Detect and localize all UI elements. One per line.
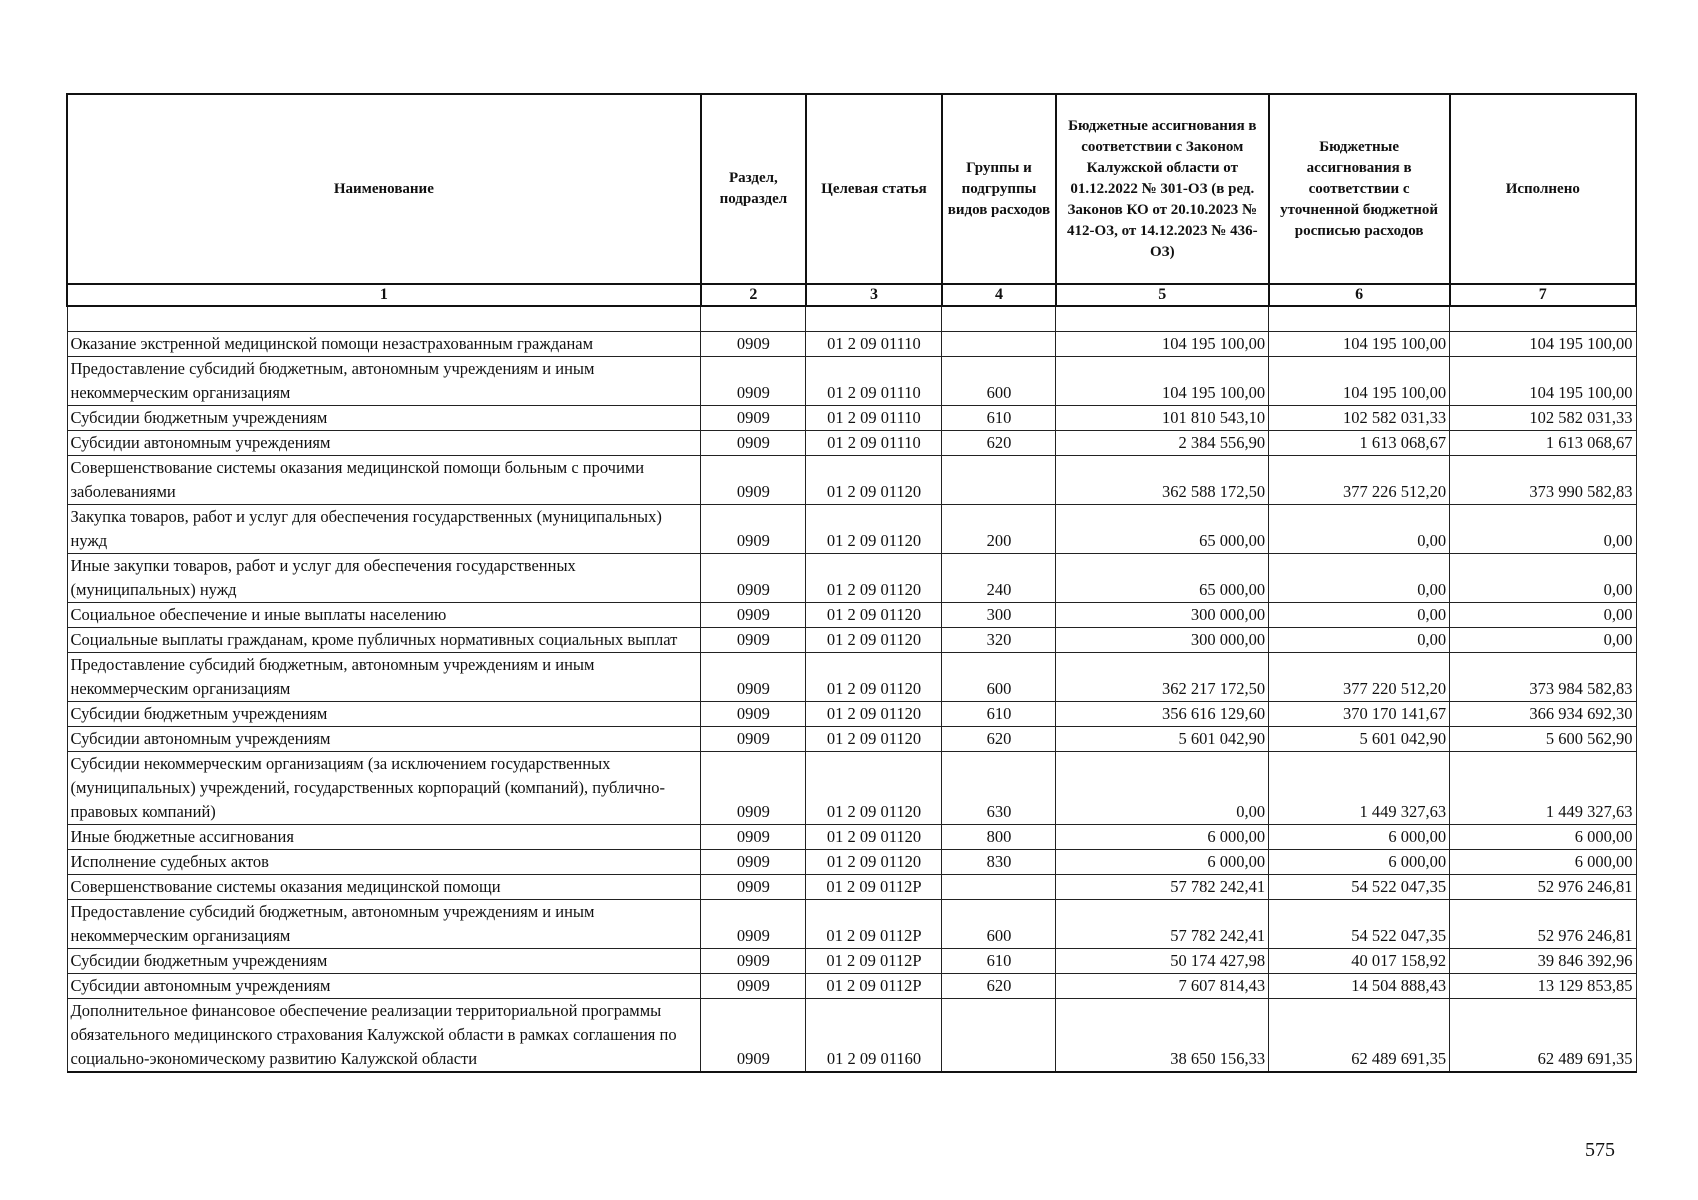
column-number: 4 xyxy=(942,284,1056,306)
header-name: Наименование xyxy=(67,94,701,284)
spacer-row xyxy=(67,306,1636,332)
cell-executed: 5 600 562,90 xyxy=(1450,727,1636,752)
cell-target-article: 01 2 09 01120 xyxy=(806,554,942,603)
table-row xyxy=(67,653,1636,702)
table-row xyxy=(67,628,1636,653)
cell-budget-revised: 1 613 068,67 xyxy=(1269,431,1450,456)
cell-budget-revised: 6 000,00 xyxy=(1269,825,1450,850)
table-row xyxy=(67,702,1636,727)
table-body xyxy=(67,306,1636,1072)
cell-executed: 366 934 692,30 xyxy=(1450,702,1636,727)
cell-section: 0909 xyxy=(701,628,806,653)
cell-budget-law: 7 607 814,43 xyxy=(1056,974,1269,999)
cell-section: 0909 xyxy=(701,949,806,974)
cell-executed: 0,00 xyxy=(1450,603,1636,628)
cell-budget-law: 104 195 100,00 xyxy=(1056,332,1269,357)
cell-expense-group xyxy=(942,332,1056,357)
header-row xyxy=(67,94,1636,284)
cell-section: 0909 xyxy=(701,752,806,825)
cell-budget-revised: 1 449 327,63 xyxy=(1269,752,1450,825)
cell-expense-group: 240 xyxy=(942,554,1056,603)
cell-target-article: 01 2 09 01120 xyxy=(806,603,942,628)
cell-expense-group: 610 xyxy=(942,702,1056,727)
cell-target-article: 01 2 09 01110 xyxy=(806,332,942,357)
cell-budget-law: 57 782 242,41 xyxy=(1056,900,1269,949)
header-budget-law: Бюджетные ассигнования в соответствии с Законом Калужской области от 01.12.2022 № 301-ОЗ (в ред. Законов КО от 20.10.2023 № 412-ОЗ, от 14.12.2023 № 436-ОЗ) xyxy=(1056,94,1269,284)
header-target-article: Целевая статья xyxy=(806,94,942,284)
cell-expense-group: 600 xyxy=(942,357,1056,406)
cell-name: Социальное обеспечение и иные выплаты населению xyxy=(67,603,701,628)
cell-section: 0909 xyxy=(701,406,806,431)
cell-budget-revised: 54 522 047,35 xyxy=(1269,875,1450,900)
cell-name: Исполнение судебных актов xyxy=(67,850,701,875)
cell-target-article: 01 2 09 01160 xyxy=(806,999,942,1073)
page-number: 575 xyxy=(1585,1139,1615,1161)
cell-budget-revised: 377 220 512,20 xyxy=(1269,653,1450,702)
cell-expense-group: 610 xyxy=(942,406,1056,431)
cell-target-article: 01 2 09 01120 xyxy=(806,727,942,752)
table-row xyxy=(67,603,1636,628)
cell-target-article: 01 2 09 01120 xyxy=(806,628,942,653)
table-row xyxy=(67,505,1636,554)
cell-section: 0909 xyxy=(701,357,806,406)
table-row xyxy=(67,431,1636,456)
cell-name: Дополнительное финансовое обеспечение реализации территориальной программы обязательного медицинского страхования Калужской области в рамках соглашения по социально-экономическому развитию Калужской области xyxy=(67,999,701,1073)
cell-expense-group: 630 xyxy=(942,752,1056,825)
cell-executed: 6 000,00 xyxy=(1450,825,1636,850)
cell-expense-group: 620 xyxy=(942,727,1056,752)
cell-section: 0909 xyxy=(701,999,806,1073)
cell-budget-revised: 40 017 158,92 xyxy=(1269,949,1450,974)
column-number: 7 xyxy=(1450,284,1636,306)
cell-expense-group: 620 xyxy=(942,431,1056,456)
cell-target-article: 01 2 09 01110 xyxy=(806,357,942,406)
cell-name: Оказание экстренной медицинской помощи незастрахованным гражданам xyxy=(67,332,701,357)
cell-section: 0909 xyxy=(701,431,806,456)
cell-name: Субсидии бюджетным учреждениям xyxy=(67,949,701,974)
cell-executed: 102 582 031,33 xyxy=(1450,406,1636,431)
cell-section: 0909 xyxy=(701,505,806,554)
cell-name: Социальные выплаты гражданам, кроме публичных нормативных социальных выплат xyxy=(67,628,701,653)
cell-executed: 13 129 853,85 xyxy=(1450,974,1636,999)
cell-executed: 373 984 582,83 xyxy=(1450,653,1636,702)
column-number: 3 xyxy=(806,284,942,306)
column-number-row xyxy=(67,284,1636,306)
cell-budget-law: 2 384 556,90 xyxy=(1056,431,1269,456)
cell-target-article: 01 2 09 0112P xyxy=(806,875,942,900)
cell-executed: 0,00 xyxy=(1450,554,1636,603)
header-expense-groups: Группы и подгруппы видов расходов xyxy=(942,94,1056,284)
table-row xyxy=(67,999,1636,1073)
cell-budget-law: 5 601 042,90 xyxy=(1056,727,1269,752)
cell-name: Совершенствование системы оказания медицинской помощи больным с прочими заболеваниями xyxy=(67,456,701,505)
column-number: 2 xyxy=(701,284,806,306)
cell-budget-revised: 370 170 141,67 xyxy=(1269,702,1450,727)
cell-expense-group: 600 xyxy=(942,653,1056,702)
cell-target-article: 01 2 09 01120 xyxy=(806,825,942,850)
cell-section: 0909 xyxy=(701,875,806,900)
cell-name: Закупка товаров, работ и услуг для обеспечения государственных (муниципальных) нужд xyxy=(67,505,701,554)
cell-budget-law: 356 616 129,60 xyxy=(1056,702,1269,727)
cell-target-article: 01 2 09 01120 xyxy=(806,505,942,554)
table-row xyxy=(67,875,1636,900)
cell-name: Субсидии бюджетным учреждениям xyxy=(67,702,701,727)
cell-section: 0909 xyxy=(701,702,806,727)
cell-expense-group xyxy=(942,875,1056,900)
cell-executed: 1 613 068,67 xyxy=(1450,431,1636,456)
cell-target-article: 01 2 09 01120 xyxy=(806,702,942,727)
cell-budget-revised: 0,00 xyxy=(1269,505,1450,554)
cell-name: Субсидии автономным учреждениям xyxy=(67,431,701,456)
cell-expense-group: 200 xyxy=(942,505,1056,554)
cell-target-article: 01 2 09 01120 xyxy=(806,850,942,875)
cell-name: Субсидии автономным учреждениям xyxy=(67,974,701,999)
column-number: 5 xyxy=(1056,284,1269,306)
budget-table xyxy=(66,93,1637,1073)
column-number: 1 xyxy=(67,284,701,306)
table-row xyxy=(67,900,1636,949)
table-row xyxy=(67,332,1636,357)
cell-budget-law: 362 217 172,50 xyxy=(1056,653,1269,702)
cell-expense-group xyxy=(942,999,1056,1073)
cell-target-article: 01 2 09 01120 xyxy=(806,653,942,702)
table-row xyxy=(67,357,1636,406)
cell-section: 0909 xyxy=(701,554,806,603)
cell-expense-group: 610 xyxy=(942,949,1056,974)
cell-budget-law: 38 650 156,33 xyxy=(1056,999,1269,1073)
cell-executed: 0,00 xyxy=(1450,628,1636,653)
cell-budget-law: 57 782 242,41 xyxy=(1056,875,1269,900)
cell-executed: 104 195 100,00 xyxy=(1450,357,1636,406)
cell-section: 0909 xyxy=(701,850,806,875)
cell-section: 0909 xyxy=(701,825,806,850)
cell-budget-law: 101 810 543,10 xyxy=(1056,406,1269,431)
cell-expense-group: 830 xyxy=(942,850,1056,875)
cell-budget-law: 104 195 100,00 xyxy=(1056,357,1269,406)
cell-name: Предоставление субсидий бюджетным, автономным учреждениям и иным некоммерческим организациям xyxy=(67,653,701,702)
cell-expense-group: 300 xyxy=(942,603,1056,628)
cell-name: Предоставление субсидий бюджетным, автономным учреждениям и иным некоммерческим организациям xyxy=(67,900,701,949)
cell-budget-revised: 377 226 512,20 xyxy=(1269,456,1450,505)
cell-name: Иные бюджетные ассигнования xyxy=(67,825,701,850)
table-row xyxy=(67,727,1636,752)
cell-section: 0909 xyxy=(701,332,806,357)
column-number: 6 xyxy=(1269,284,1450,306)
header-section: Раздел, подраздел xyxy=(701,94,806,284)
cell-budget-law: 6 000,00 xyxy=(1056,850,1269,875)
cell-section: 0909 xyxy=(701,603,806,628)
table-row xyxy=(67,752,1636,825)
cell-budget-revised: 0,00 xyxy=(1269,554,1450,603)
cell-section: 0909 xyxy=(701,653,806,702)
cell-budget-revised: 104 195 100,00 xyxy=(1269,357,1450,406)
cell-executed: 52 976 246,81 xyxy=(1450,900,1636,949)
cell-budget-revised: 54 522 047,35 xyxy=(1269,900,1450,949)
cell-executed: 52 976 246,81 xyxy=(1450,875,1636,900)
cell-section: 0909 xyxy=(701,456,806,505)
cell-budget-law: 362 588 172,50 xyxy=(1056,456,1269,505)
cell-target-article: 01 2 09 0112P xyxy=(806,949,942,974)
cell-target-article: 01 2 09 0112P xyxy=(806,900,942,949)
cell-expense-group xyxy=(942,456,1056,505)
cell-budget-revised: 104 195 100,00 xyxy=(1269,332,1450,357)
cell-section: 0909 xyxy=(701,727,806,752)
table-row xyxy=(67,554,1636,603)
header-executed: Исполнено xyxy=(1450,94,1636,284)
cell-expense-group: 600 xyxy=(942,900,1056,949)
cell-budget-revised: 5 601 042,90 xyxy=(1269,727,1450,752)
cell-executed: 0,00 xyxy=(1450,505,1636,554)
header-budget-revised: Бюджетные ассигнования в соответствии с уточненной бюджетной росписью расходов xyxy=(1269,94,1450,284)
cell-budget-revised: 6 000,00 xyxy=(1269,850,1450,875)
cell-target-article: 01 2 09 01120 xyxy=(806,752,942,825)
table-row xyxy=(67,456,1636,505)
cell-name: Субсидии некоммерческим организациям (за исключением государственных (муниципальных) учреждений, государственных корпораций (компаний), публично-правовых компаний) xyxy=(67,752,701,825)
cell-name: Иные закупки товаров, работ и услуг для обеспечения государственных (муниципальных) нужд xyxy=(67,554,701,603)
cell-target-article: 01 2 09 01110 xyxy=(806,431,942,456)
cell-budget-law: 65 000,00 xyxy=(1056,505,1269,554)
table-row xyxy=(67,949,1636,974)
cell-budget-revised: 14 504 888,43 xyxy=(1269,974,1450,999)
cell-expense-group: 620 xyxy=(942,974,1056,999)
cell-budget-law: 0,00 xyxy=(1056,752,1269,825)
cell-budget-law: 50 174 427,98 xyxy=(1056,949,1269,974)
cell-executed: 39 846 392,96 xyxy=(1450,949,1636,974)
cell-executed: 1 449 327,63 xyxy=(1450,752,1636,825)
cell-target-article: 01 2 09 0112P xyxy=(806,974,942,999)
cell-budget-revised: 102 582 031,33 xyxy=(1269,406,1450,431)
cell-budget-revised: 0,00 xyxy=(1269,603,1450,628)
cell-name: Субсидии автономным учреждениям xyxy=(67,727,701,752)
cell-budget-law: 6 000,00 xyxy=(1056,825,1269,850)
table-row xyxy=(67,974,1636,999)
cell-target-article: 01 2 09 01120 xyxy=(806,456,942,505)
cell-name: Предоставление субсидий бюджетным, автономным учреждениям и иным некоммерческим организациям xyxy=(67,357,701,406)
cell-budget-law: 300 000,00 xyxy=(1056,628,1269,653)
cell-section: 0909 xyxy=(701,900,806,949)
cell-budget-law: 65 000,00 xyxy=(1056,554,1269,603)
cell-budget-law: 300 000,00 xyxy=(1056,603,1269,628)
cell-executed: 373 990 582,83 xyxy=(1450,456,1636,505)
cell-target-article: 01 2 09 01110 xyxy=(806,406,942,431)
cell-section: 0909 xyxy=(701,974,806,999)
cell-name: Субсидии бюджетным учреждениям xyxy=(67,406,701,431)
cell-expense-group: 320 xyxy=(942,628,1056,653)
cell-executed: 6 000,00 xyxy=(1450,850,1636,875)
cell-expense-group: 800 xyxy=(942,825,1056,850)
table-row xyxy=(67,825,1636,850)
cell-executed: 62 489 691,35 xyxy=(1450,999,1636,1073)
table-row xyxy=(67,406,1636,431)
cell-budget-revised: 0,00 xyxy=(1269,628,1450,653)
cell-executed: 104 195 100,00 xyxy=(1450,332,1636,357)
cell-budget-revised: 62 489 691,35 xyxy=(1269,999,1450,1073)
table-row xyxy=(67,850,1636,875)
cell-name: Совершенствование системы оказания медицинской помощи xyxy=(67,875,701,900)
